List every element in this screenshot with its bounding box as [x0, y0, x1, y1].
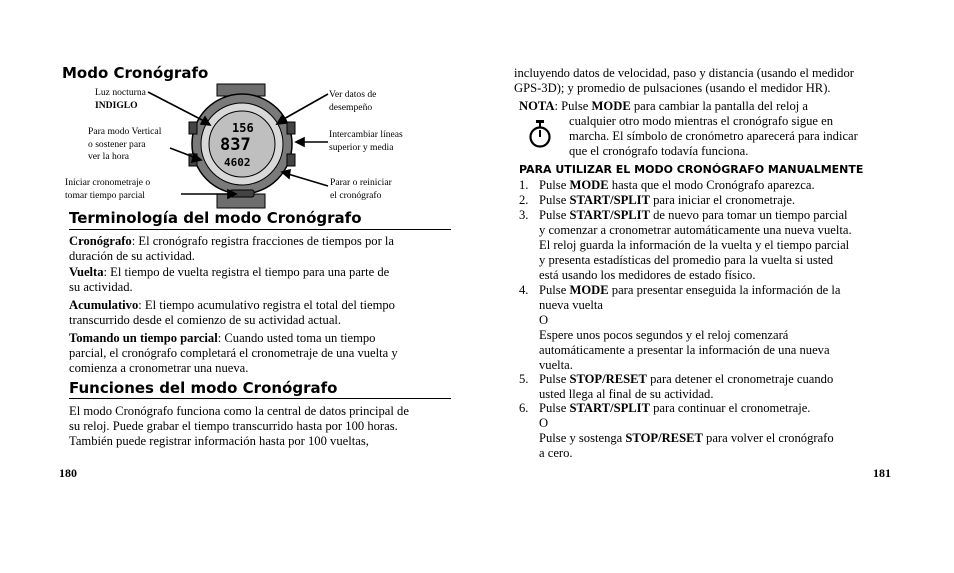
step-number: 5. [519, 372, 529, 386]
watch-display-row1: 156 [232, 121, 254, 135]
step-number: 6. [519, 401, 529, 415]
watch-display-row3: 4602 [224, 156, 251, 169]
callout-stop: Parar o reiniciar el cronógrafo [330, 177, 392, 201]
stopwatch-icon [527, 119, 553, 149]
note-body: cualquier otro modo mientras el cronógrafo sigue en marcha. El símbolo de cronómetro aparecerá para indicar que el cronógrafo todavía funciona. [569, 114, 858, 158]
intro-paragraph: incluyendo datos de velocidad, paso y distancia (usando el medidor GPS-3D); y promedio de pulsaciones (usando el medidor HR). [514, 66, 854, 95]
terminology-heading: Terminología del modo Cronógrafo [69, 209, 362, 227]
note-label: NOTA: Pulse MODE para cambiar la pantalla del reloj a [519, 99, 809, 113]
step-number: 2. [519, 193, 529, 207]
page-title: Modo Cronógrafo [62, 64, 209, 82]
callout-swap: Intercambiar líneas superior y media [329, 129, 403, 153]
step-number: 3. [519, 208, 529, 222]
page-number-right: 181 [873, 466, 891, 480]
step-5: Pulse STOP/RESET para detener el cronometraje cuando usted llega al final de su actividad. [539, 372, 834, 401]
heading-rule [69, 229, 451, 230]
callout-vertical: Para modo Vertical o sostener para ver la hora [88, 126, 162, 162]
page-number-left: 180 [59, 466, 77, 480]
heading-rule [69, 398, 451, 399]
term-cronografo: Cronógrafo: El cronógrafo registra fracciones de tiempos por la duración de su actividad. [69, 234, 395, 263]
step-3: Pulse START/SPLIT de nuevo para tomar un tiempo parcial y comenzar a cronometrar automáticamente una nueva vuelta. El reloj guarda la información de la vuelta y el tiempo parcial y presenta estadísticas del promedio para la vuelta si usted está usando los medidores de estado físico. [539, 208, 852, 282]
manual-heading: PARA UTILIZAR EL MODO CRONÓGRAFO MANUALMENTE [519, 163, 864, 176]
term-vuelta: Vuelta: El tiempo de vuelta registra el tiempo para una parte de su actividad. [69, 265, 390, 294]
functions-paragraph: El modo Cronógrafo funciona como la central de datos principal de su reloj. Puede grabar el tiempo transcurrido hasta por 100 horas. También puede registrar información hasta por 100 vueltas, [69, 404, 409, 448]
step-6: Pulse START/SPLIT para continuar el cronometraje. O Pulse y sostenga STOP/RESET para volver el cronógrafo a cero. [539, 401, 834, 460]
callout-start: Iniciar cronometraje o tomar tiempo parcial [65, 177, 151, 201]
term-acumulativo: Acumulativo: El tiempo acumulativo registra el total del tiempo transcurrido desde el comienzo de su actividad actual. [69, 298, 395, 327]
functions-heading: Funciones del modo Cronógrafo [69, 379, 338, 397]
step-number: 1. [519, 178, 529, 192]
step-4: Pulse MODE para presentar enseguida la información de la nueva vuelta O Espere unos pocos segundos y el reloj comenzará automáticamente a presentar la información de una nueva vuelta. [539, 283, 841, 372]
step-1: Pulse MODE hasta que el modo Cronógrafo aparezca. [539, 178, 815, 192]
callout-performance: Ver datos de desempeño [329, 89, 377, 113]
step-2: Pulse START/SPLIT para iniciar el cronometraje. [539, 193, 796, 207]
step-number: 4. [519, 283, 529, 297]
term-tiempo-parcial: Tomando un tiempo parcial: Cuando usted toma un tiempo parcial, el cronógrafo completará el cronometraje de una vuelta y comienza a cronometrar una nueva. [69, 331, 398, 375]
watch-display-row2: 837 [220, 135, 251, 155]
callout-backlight: Luz nocturna INDIGLO [95, 87, 146, 111]
